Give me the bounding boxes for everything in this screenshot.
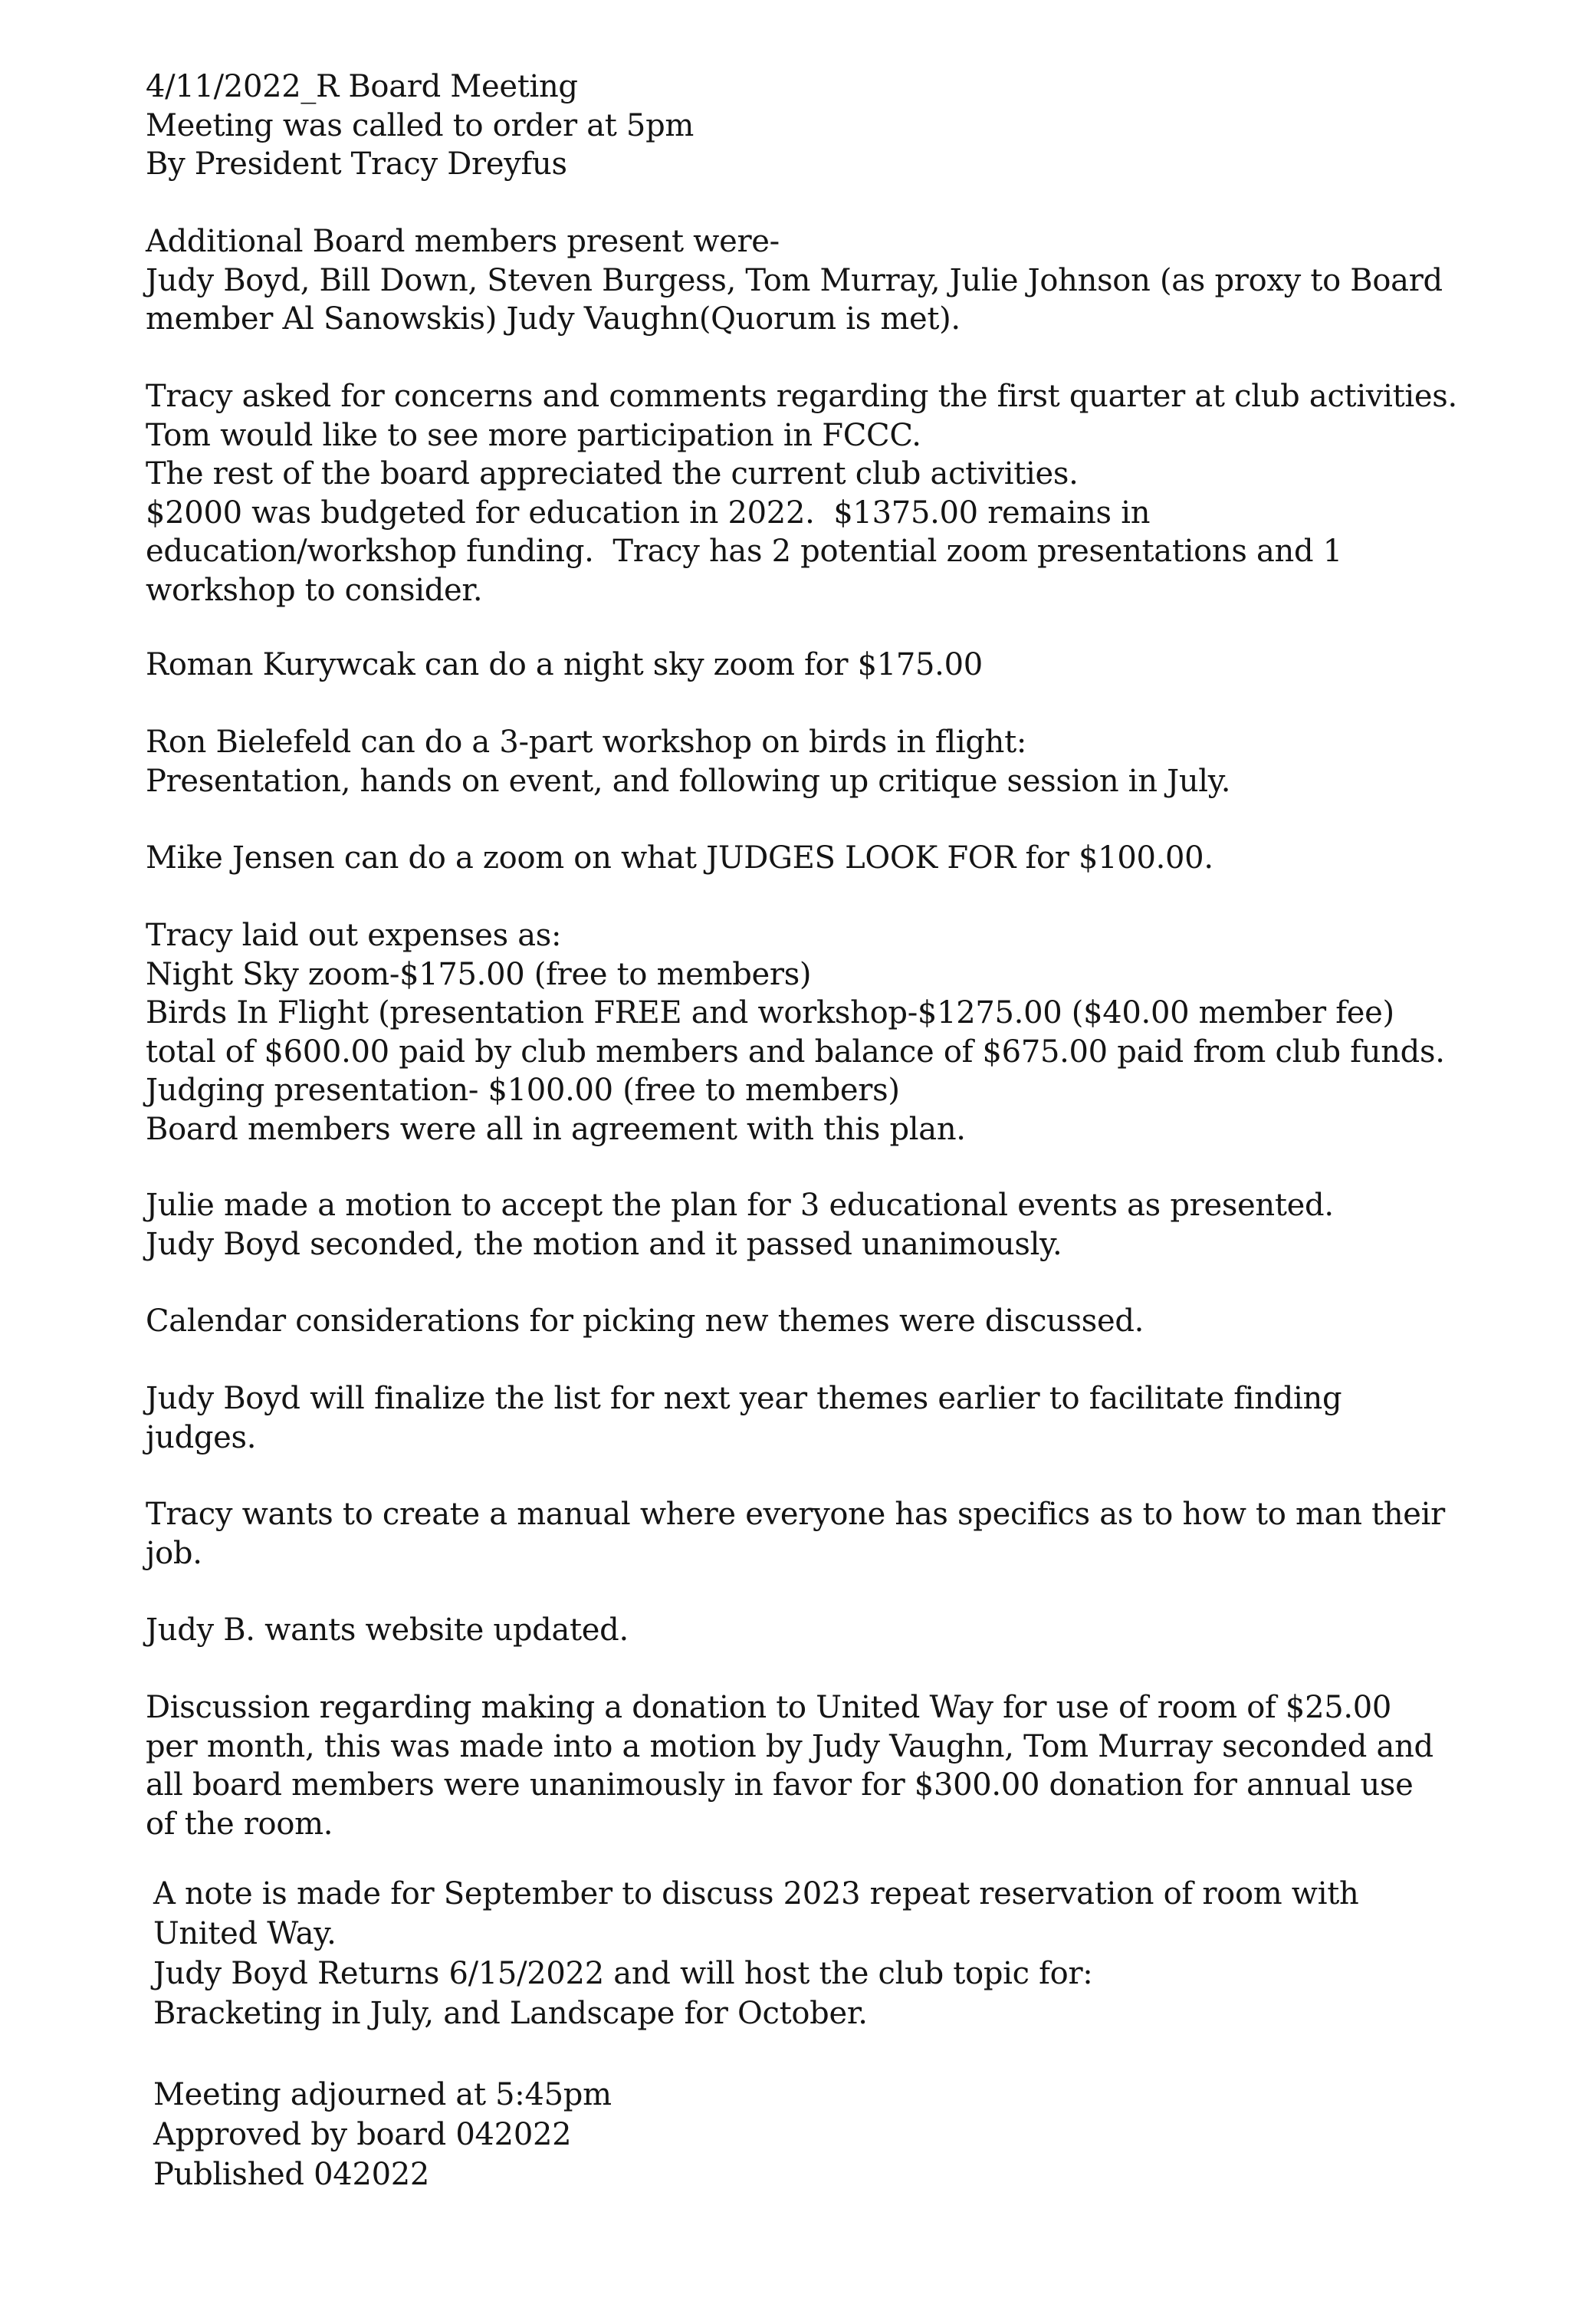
ron-paragraph — [146, 723, 1510, 800]
donation-line: of the room. — [146, 1806, 333, 1842]
manual-line: Tracy wants to create a manual where everyone has specifics as to how to man their — [146, 1497, 1445, 1532]
note-line: United Way. — [153, 1916, 337, 1951]
concerns-line: The rest of the board appreciated the current club activities. — [146, 456, 1079, 491]
expenses-line: Tracy laid out expenses as: — [146, 918, 562, 953]
ron-line: Presentation, hands on event, and following up critique session in July. — [146, 763, 1231, 799]
expenses-line: Judging presentation- $100.00 (free to members) — [146, 1073, 900, 1108]
budget-line: workshop to consider. — [146, 572, 483, 608]
website-paragraph — [146, 1611, 1510, 1650]
closing-paragraph — [153, 2075, 1518, 2194]
concerns-paragraph — [146, 377, 1510, 610]
expenses-line: total of $600.00 paid by club members and balance of $675.00 paid from club funds. — [146, 1034, 1445, 1070]
adjourned-line: Meeting adjourned at 5:45pm — [153, 2077, 612, 2112]
roman-paragraph — [146, 646, 1510, 685]
motion-line: Julie made a motion to accept the plan for 3 educational events as presented. — [146, 1188, 1334, 1223]
expenses-line: Birds In Flight (presentation FREE and workshop-$1275.00 ($40.00 member fee) — [146, 995, 1394, 1031]
concerns-line: Tracy asked for concerns and comments regarding the first quarter at club activities. — [146, 379, 1457, 414]
published-line: Published 042022 — [153, 2157, 430, 2192]
mike-paragraph — [146, 839, 1510, 878]
note-paragraph — [153, 1874, 1518, 2033]
ron-line: Ron Bielefeld can do a 3-part workshop on birds in flight: — [146, 725, 1027, 760]
roman-line: Roman Kurywcak can do a night sky zoom for $175.00 — [146, 647, 983, 682]
motion-line: Judy Boyd seconded, the motion and it passed unanimously. — [146, 1226, 1062, 1262]
attendance-line: Judy Boyd, Bill Down, Steven Burgess, Tom Murray, Julie Johnson (as proxy to Board — [146, 262, 1443, 298]
website-line: Judy B. wants website updated. — [146, 1612, 629, 1648]
expenses-line: Night Sky zoom-$175.00 (free to members) — [146, 956, 812, 992]
meeting-title: 4/11/2022_R Board Meeting — [146, 69, 578, 104]
donation-paragraph — [146, 1688, 1510, 1843]
themes-line: Judy Boyd will finalize the list for next year themes earlier to facilitate finding — [146, 1381, 1342, 1416]
meeting-header — [146, 67, 1510, 184]
themes-line: judges. — [146, 1419, 257, 1455]
attendance-heading: Additional Board members present were- — [146, 224, 780, 259]
concerns-line: Tom would like to see more participation in FCCC. — [146, 417, 921, 453]
donation-line: all board members were unanimously in favor for $300.00 donation for annual use — [146, 1767, 1414, 1803]
calendar-line: Calendar considerations for picking new themes were discussed. — [146, 1303, 1144, 1339]
president-line: By President Tracy Dreyfus — [146, 146, 567, 182]
donation-line: per month, this was made into a motion by Judy Vaughn, Tom Murray seconded and — [146, 1728, 1433, 1764]
note-line: Bracketing in July, and Landscape for October. — [153, 1996, 868, 2031]
manual-line: job. — [146, 1535, 202, 1571]
note-line: Judy Boyd Returns 6/15/2022 and will host the club topic for: — [153, 1956, 1093, 1991]
donation-line: Discussion regarding making a donation to United Way for use of room of $25.00 — [146, 1690, 1392, 1725]
attendance-paragraph — [146, 222, 1510, 339]
budget-line: education/workshop funding. Tracy has 2 potential zoom presentations and 1 — [146, 534, 1342, 569]
expenses-paragraph — [146, 916, 1510, 1149]
expenses-line: Board members were all in agreement with this plan. — [146, 1111, 966, 1147]
approved-line: Approved by board 042022 — [153, 2117, 572, 2152]
motion-paragraph — [146, 1186, 1510, 1264]
manual-paragraph — [146, 1495, 1510, 1573]
called-to-order-line: Meeting was called to order at 5pm — [146, 107, 695, 143]
themes-paragraph — [146, 1379, 1510, 1457]
calendar-paragraph — [146, 1302, 1510, 1341]
attendance-line: member Al Sanowskis) Judy Vaughn(Quorum is met). — [146, 301, 961, 337]
mike-line: Mike Jensen can do a zoom on what JUDGES LOOK FOR for $100.00. — [146, 840, 1213, 876]
budget-line: $2000 was budgeted for education in 2022. $1375.00 remains in — [146, 495, 1151, 531]
note-line: A note is made for September to discuss 2023 repeat reservation of room with — [153, 1876, 1359, 1911]
